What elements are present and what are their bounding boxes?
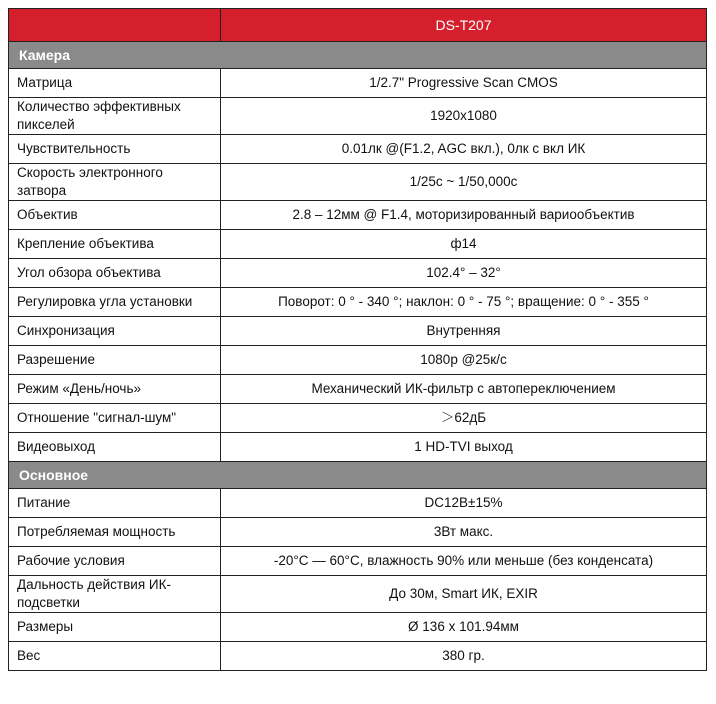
section-title: Камера (9, 42, 707, 69)
table-row (9, 613, 707, 642)
section-header-row (9, 462, 707, 489)
spec-label: Отношение "сигнал-шум" (9, 404, 221, 433)
spec-label: Дальность действия ИК-подсветки (9, 576, 221, 613)
section-title: Основное (9, 462, 707, 489)
table-row (9, 518, 707, 547)
spec-value: 1/25с ~ 1/50,000с (221, 164, 707, 201)
spec-value: 1 HD-TVI выход (221, 433, 707, 462)
spec-value: До 30м, Smart ИК, EXIR (221, 576, 707, 613)
table-row (9, 375, 707, 404)
spec-label: Режим «День/ночь» (9, 375, 221, 404)
table-row (9, 346, 707, 375)
table-row (9, 642, 707, 671)
table-row (9, 230, 707, 259)
table-row (9, 135, 707, 164)
table-row (9, 547, 707, 576)
spec-value: DC12В±15% (221, 489, 707, 518)
spec-label: Видеовыход (9, 433, 221, 462)
section-header-row (9, 42, 707, 69)
spec-value: 1920x1080 (221, 98, 707, 135)
spec-label: Регулировка угла установки (9, 288, 221, 317)
spec-label: Потребляемая мощность (9, 518, 221, 547)
spec-value: 1/2.7" Progressive Scan CMOS (221, 69, 707, 98)
table-row (9, 98, 707, 135)
spec-label: Объектив (9, 201, 221, 230)
spec-value: 2.8 – 12мм @ F1.4, моторизированный вариообъектив (221, 201, 707, 230)
spec-label: Размеры (9, 613, 221, 642)
table-row (9, 259, 707, 288)
table-row (9, 404, 707, 433)
spec-label: Вес (9, 642, 221, 671)
spec-label: Матрица (9, 69, 221, 98)
spec-value: ф14 (221, 230, 707, 259)
spec-label: Чувствительность (9, 135, 221, 164)
spec-value: 3Вт макс. (221, 518, 707, 547)
spec-label: Скорость электронного затвора (9, 164, 221, 201)
table-row (9, 433, 707, 462)
table-row (9, 201, 707, 230)
spec-value: 1080p @25к/с (221, 346, 707, 375)
spec-value: Механический ИК-фильтр с автопереключением (221, 375, 707, 404)
spec-label: Количество эффективных пикселей (9, 98, 221, 135)
spec-value: ＞62дБ (221, 404, 707, 433)
spec-label: Крепление объектива (9, 230, 221, 259)
spec-label: Рабочие условия (9, 547, 221, 576)
table-row (9, 317, 707, 346)
spec-label: Синхронизация (9, 317, 221, 346)
spec-value: 380 гр. (221, 642, 707, 671)
spec-value: -20°C — 60°C, влажность 90% или меньше (без конденсата) (221, 547, 707, 576)
header-blank-cell (9, 9, 221, 42)
table-row (9, 489, 707, 518)
spec-table (8, 8, 707, 671)
spec-sheet (8, 8, 706, 671)
spec-value: Поворот: 0 ° - 340 °; наклон: 0 ° - 75 °; вращение: 0 ° - 355 ° (221, 288, 707, 317)
table-row (9, 164, 707, 201)
spec-value: Ø 136 x 101.94мм (221, 613, 707, 642)
spec-label: Угол обзора объектива (9, 259, 221, 288)
model-header-row (9, 9, 707, 42)
spec-label: Разрешение (9, 346, 221, 375)
table-row (9, 69, 707, 98)
table-row (9, 576, 707, 613)
spec-value: Внутренняя (221, 317, 707, 346)
model-name: DS-T207 (221, 9, 707, 42)
spec-value: 102.4° – 32° (221, 259, 707, 288)
table-row (9, 288, 707, 317)
spec-label: Питание (9, 489, 221, 518)
spec-value: 0.01лк @(F1.2, AGC вкл.), 0лк с вкл ИК (221, 135, 707, 164)
